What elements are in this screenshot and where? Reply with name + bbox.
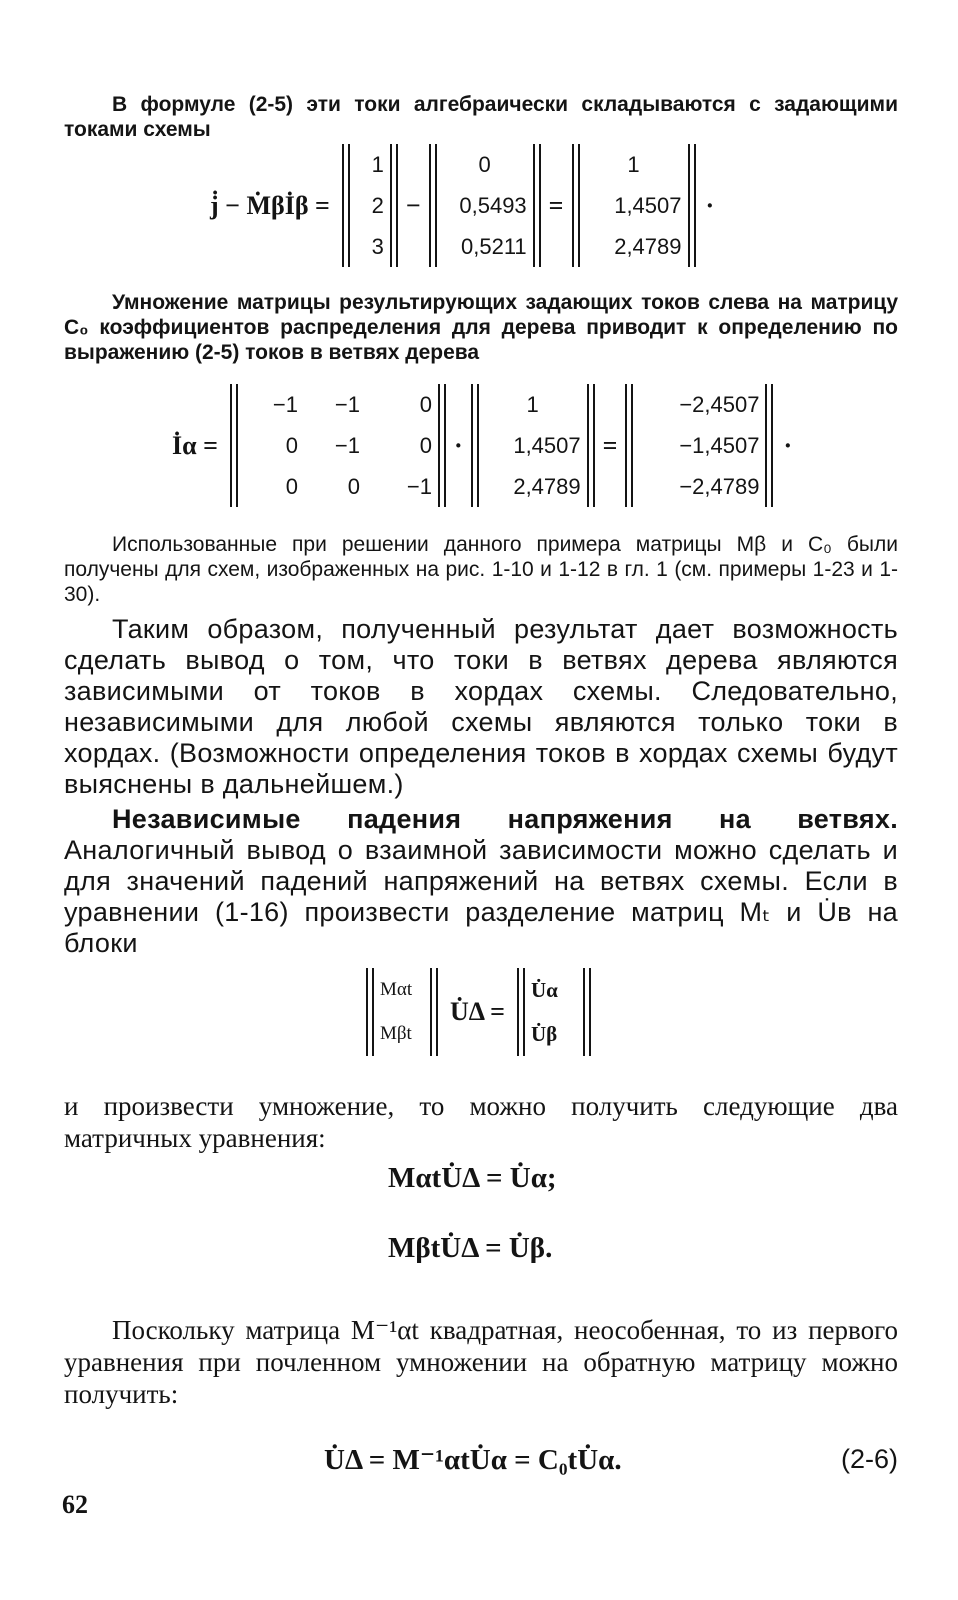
matrix-cell: 2,4789 — [513, 474, 581, 499]
eq1-matrix-1 — [340, 144, 400, 267]
paragraph-4-text: Таким образом, полученный результат дает возможность сделать вывод о том, что токи в ветвях дерева являются зависимыми от токов в хордах схемы. Следовательно, независимыми для любой схемы являются только токи в хордах. (Возможности определения токов в хордах схемы будут выяснены в дальнейшем.) — [64, 614, 898, 799]
matrix-cell: 0 — [478, 152, 491, 177]
matrix-cell: 2,4789 — [614, 234, 682, 259]
matrix-cell: Mβt — [380, 1023, 412, 1044]
matrix-cell: 0,5493 — [459, 193, 527, 218]
matrix-cell: Mαt — [380, 979, 413, 1000]
eq3-mid: U̇Δ = — [450, 997, 505, 1026]
matrix-cell: U̇β — [530, 1022, 558, 1046]
paragraph-4 — [64, 614, 898, 800]
paragraph-2-text: Умножение матрицы результирующих задающих токов слева на матрицу C₀ коэффициентов распределения для дерева приводит к определению по выражению (2-5) токов в ветвях дерева — [64, 291, 898, 364]
matrix-cell: 0 — [419, 392, 432, 417]
equation-4: MαtU̇Δ = U̇α; — [388, 1162, 557, 1194]
eq1-end: · — [705, 190, 715, 220]
matrix-cell: −1 — [272, 392, 298, 417]
matrix-cell: 0 — [419, 433, 432, 458]
matrix-cell: 0 — [285, 433, 298, 458]
paragraph-7 — [64, 1314, 898, 1410]
matrix-cell: −1 — [334, 433, 360, 458]
eq1-equals: = — [548, 190, 564, 220]
equation-1 — [204, 144, 714, 267]
paragraph-5 — [64, 804, 898, 959]
paragraph-1 — [64, 92, 898, 142]
paragraph-5-text: Аналогичный вывод о взаимной зависимости можно сделать и для значений падений напряжений на ветвях схемы. Если в уравнении (1-16) произвести разделение матриц Mₜ и U̇в на блоки — [64, 835, 898, 958]
equation-3 — [360, 968, 597, 1056]
paragraph-3 — [64, 532, 898, 607]
page-number: 62 — [62, 1490, 88, 1519]
equation-5: MβtU̇Δ = U̇β. — [388, 1232, 553, 1264]
matrix-cell: −1,4507 — [679, 433, 760, 458]
matrix-cell: 2 — [371, 193, 384, 218]
paragraph-1-text: В формуле (2-5) эти токи алгебраически складываются с задающими токами схемы — [64, 93, 898, 141]
paragraph-6-text: и произвести умножение, то можно получить следующие два матричных уравнения: — [64, 1091, 898, 1153]
paragraph-3-text: Использованные при решении данного примера матрицы Mβ и C₀ были получены для схем, изображенных на рис. 1-10 и 1-12 в гл. 1 (см. примеры 1-23 и 1-30). — [64, 533, 898, 606]
paragraph-6 — [64, 1090, 898, 1154]
eq1-minus: − — [405, 190, 421, 220]
eq2-matrix-1 — [228, 384, 448, 507]
matrix-cell: 1,4507 — [513, 433, 581, 458]
equation-6: U̇Δ = M⁻¹αtU̇α = C₀tU̇α. — [324, 1444, 622, 1476]
eq1-matrix-3 — [570, 144, 698, 267]
eq2-matrix-2 — [469, 384, 597, 507]
matrix-cell: 0 — [285, 474, 298, 499]
matrix-cell: −1 — [334, 392, 360, 417]
eq3-matrix-2 — [515, 968, 593, 1056]
matrix-cell: U̇α — [530, 978, 558, 1002]
matrix-cell: 3 — [371, 234, 384, 259]
eq1-matrix-2 — [427, 144, 543, 267]
matrix-cell: −2,4507 — [679, 392, 760, 417]
section-heading: Независимые падения напряжения на ветвях. — [112, 804, 898, 834]
eq3-matrix-1 — [364, 968, 440, 1056]
equation-number: (2-6) — [840, 1444, 898, 1474]
matrix-cell: 0 — [347, 474, 360, 499]
paragraph-2 — [64, 290, 898, 365]
matrix-cell: 1 — [371, 152, 384, 177]
matrix-cell: 1 — [526, 392, 539, 417]
eq2-lhs: İα = — [172, 430, 218, 460]
paragraph-7-text: Поскольку матрица M⁻¹αt квадратная, неособенная, то из первого уравнения при почленном умножении на обратную матрицу можно получить: — [64, 1315, 898, 1409]
matrix-cell: 1,4507 — [614, 193, 682, 218]
eq2-dot: · — [453, 430, 463, 460]
matrix-cell: −2,4789 — [679, 474, 760, 499]
matrix-cell: 0,5211 — [461, 234, 527, 259]
eq2-matrix-3 — [623, 384, 775, 507]
matrix-cell: 1 — [627, 152, 640, 177]
eq2-equals: = — [602, 430, 618, 460]
eq1-lhs: j̇ − Ṁβİβ = — [210, 190, 330, 220]
matrix-cell: −1 — [406, 474, 432, 499]
equation-2 — [166, 384, 792, 507]
eq2-end: · — [783, 430, 793, 460]
